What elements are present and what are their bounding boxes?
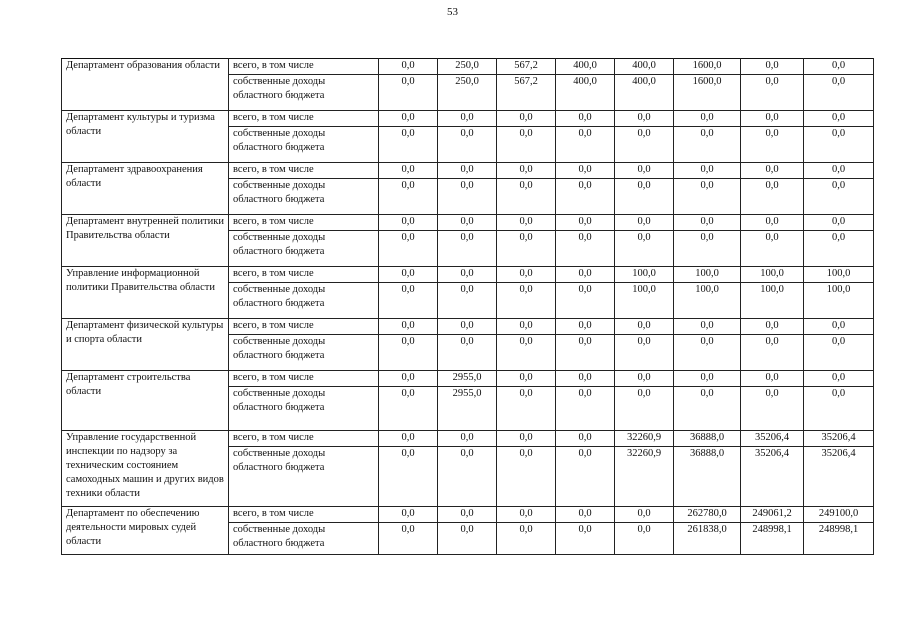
amount-cell: 0,0 [379,231,438,267]
amount-cell: 0,0 [804,215,874,231]
amount-cell: 0,0 [379,447,438,507]
amount-cell: 0,0 [438,111,497,127]
amount-cell: 0,0 [615,163,674,179]
amount-cell: 0,0 [379,267,438,283]
funding-type: всего, в том числе [229,163,379,179]
amount-cell: 0,0 [615,127,674,163]
amount-cell: 0,0 [674,163,741,179]
amount-cell: 0,0 [497,447,556,507]
funding-type: всего, в том числе [229,267,379,283]
department-name: Управление информационной политики Правительства области [62,267,229,319]
amount-cell: 0,0 [804,319,874,335]
amount-cell: 35206,4 [741,431,804,447]
amount-cell: 0,0 [438,215,497,231]
amount-cell: 0,0 [438,283,497,319]
amount-cell: 0,0 [497,163,556,179]
amount-cell: 100,0 [674,283,741,319]
amount-cell: 100,0 [615,267,674,283]
amount-cell: 567,2 [497,75,556,111]
amount-cell: 0,0 [497,335,556,371]
department-name: Департамент физической культуры и спорта области [62,319,229,371]
amount-cell: 32260,9 [615,431,674,447]
budget-table [61,58,874,555]
table-row [62,507,874,523]
amount-cell: 0,0 [497,215,556,231]
amount-cell: 0,0 [556,231,615,267]
amount-cell: 262780,0 [674,507,741,523]
table-row [62,319,874,335]
department-name: Департамент внутренней политики Правительства области [62,215,229,267]
amount-cell: 0,0 [615,215,674,231]
table-row [62,111,874,127]
amount-cell: 400,0 [615,75,674,111]
amount-cell: 250,0 [438,59,497,75]
amount-cell: 0,0 [497,267,556,283]
amount-cell: 100,0 [804,283,874,319]
department-name: Управление государственной инспекции по надзору за техническим состоянием самоходных машин и других видов техники области [62,431,229,507]
amount-cell: 0,0 [804,111,874,127]
amount-cell: 0,0 [674,179,741,215]
amount-cell: 0,0 [438,267,497,283]
amount-cell: 0,0 [438,163,497,179]
table-row [62,59,874,75]
amount-cell: 0,0 [741,179,804,215]
funding-type: собственные доходы областного бюджета [229,75,379,111]
funding-type: собственные доходы областного бюджета [229,523,379,555]
funding-type: всего, в том числе [229,59,379,75]
amount-cell: 0,0 [556,431,615,447]
amount-cell: 0,0 [556,319,615,335]
amount-cell: 0,0 [615,319,674,335]
amount-cell: 0,0 [379,127,438,163]
amount-cell: 0,0 [497,507,556,523]
amount-cell: 400,0 [556,75,615,111]
amount-cell: 0,0 [556,163,615,179]
table-row [62,215,874,231]
amount-cell: 0,0 [379,507,438,523]
amount-cell: 0,0 [379,59,438,75]
funding-type: всего, в том числе [229,319,379,335]
amount-cell: 400,0 [556,59,615,75]
page-number: 53 [447,6,458,18]
table-row [62,163,874,179]
table-row [62,371,874,387]
amount-cell: 0,0 [438,523,497,555]
amount-cell: 0,0 [804,127,874,163]
department-name: Департамент образования области [62,59,229,111]
amount-cell: 0,0 [615,335,674,371]
amount-cell: 0,0 [615,179,674,215]
amount-cell: 0,0 [497,371,556,387]
amount-cell: 0,0 [556,335,615,371]
amount-cell: 0,0 [741,163,804,179]
amount-cell: 0,0 [438,431,497,447]
amount-cell: 0,0 [556,447,615,507]
amount-cell: 0,0 [438,335,497,371]
amount-cell: 0,0 [674,231,741,267]
amount-cell: 0,0 [804,231,874,267]
table-body [62,59,874,555]
amount-cell: 0,0 [556,523,615,555]
amount-cell: 249061,2 [741,507,804,523]
department-name: Департамент культуры и туризма области [62,111,229,163]
amount-cell: 0,0 [556,179,615,215]
amount-cell: 0,0 [615,507,674,523]
funding-type: всего, в том числе [229,431,379,447]
funding-type: всего, в том числе [229,215,379,231]
amount-cell: 0,0 [741,335,804,371]
amount-cell: 0,0 [674,215,741,231]
amount-cell: 0,0 [379,335,438,371]
amount-cell: 100,0 [615,283,674,319]
table-row [62,267,874,283]
amount-cell: 0,0 [804,75,874,111]
funding-type: собственные доходы областного бюджета [229,447,379,507]
amount-cell: 36888,0 [674,447,741,507]
funding-type: всего, в том числе [229,111,379,127]
amount-cell: 36888,0 [674,431,741,447]
amount-cell: 0,0 [556,215,615,231]
amount-cell: 0,0 [379,523,438,555]
amount-cell: 0,0 [556,371,615,387]
table-row [62,431,874,447]
amount-cell: 567,2 [497,59,556,75]
amount-cell: 0,0 [556,283,615,319]
funding-type: собственные доходы областного бюджета [229,335,379,371]
amount-cell: 32260,9 [615,447,674,507]
amount-cell: 100,0 [741,267,804,283]
amount-cell: 0,0 [674,319,741,335]
amount-cell: 0,0 [379,319,438,335]
amount-cell: 0,0 [438,447,497,507]
amount-cell: 0,0 [615,387,674,431]
amount-cell: 0,0 [741,111,804,127]
amount-cell: 400,0 [615,59,674,75]
amount-cell: 0,0 [556,111,615,127]
amount-cell: 261838,0 [674,523,741,555]
amount-cell: 248998,1 [804,523,874,555]
amount-cell: 0,0 [804,371,874,387]
department-name: Департамент строительства области [62,371,229,431]
amount-cell: 0,0 [497,431,556,447]
funding-type: собственные доходы областного бюджета [229,179,379,215]
amount-cell: 0,0 [615,371,674,387]
amount-cell: 0,0 [615,111,674,127]
amount-cell: 0,0 [497,523,556,555]
funding-type: всего, в том числе [229,371,379,387]
amount-cell: 0,0 [741,231,804,267]
amount-cell: 0,0 [804,387,874,431]
amount-cell: 0,0 [615,231,674,267]
amount-cell: 0,0 [741,319,804,335]
amount-cell: 0,0 [438,127,497,163]
funding-type: собственные доходы областного бюджета [229,387,379,431]
amount-cell: 100,0 [804,267,874,283]
amount-cell: 0,0 [379,163,438,179]
amount-cell: 0,0 [497,283,556,319]
amount-cell: 0,0 [438,507,497,523]
amount-cell: 0,0 [438,231,497,267]
amount-cell: 249100,0 [804,507,874,523]
amount-cell: 0,0 [741,387,804,431]
amount-cell: 0,0 [379,387,438,431]
amount-cell: 0,0 [556,127,615,163]
amount-cell: 0,0 [741,371,804,387]
amount-cell: 0,0 [741,127,804,163]
amount-cell: 0,0 [615,523,674,555]
amount-cell: 0,0 [804,163,874,179]
funding-type: собственные доходы областного бюджета [229,127,379,163]
amount-cell: 0,0 [556,507,615,523]
amount-cell: 0,0 [379,179,438,215]
amount-cell: 0,0 [438,179,497,215]
amount-cell: 35206,4 [804,431,874,447]
amount-cell: 250,0 [438,75,497,111]
amount-cell: 0,0 [674,127,741,163]
amount-cell: 0,0 [804,335,874,371]
funding-type: собственные доходы областного бюджета [229,231,379,267]
amount-cell: 0,0 [497,231,556,267]
amount-cell: 100,0 [674,267,741,283]
amount-cell: 0,0 [379,111,438,127]
amount-cell: 0,0 [497,179,556,215]
amount-cell: 248998,1 [741,523,804,555]
amount-cell: 0,0 [379,215,438,231]
amount-cell: 0,0 [741,75,804,111]
amount-cell: 0,0 [741,215,804,231]
amount-cell: 1600,0 [674,59,741,75]
amount-cell: 2955,0 [438,371,497,387]
amount-cell: 100,0 [741,283,804,319]
amount-cell: 0,0 [741,59,804,75]
amount-cell: 1600,0 [674,75,741,111]
amount-cell: 0,0 [674,111,741,127]
amount-cell: 0,0 [497,127,556,163]
amount-cell: 0,0 [674,371,741,387]
amount-cell: 0,0 [379,283,438,319]
amount-cell: 0,0 [556,267,615,283]
amount-cell: 0,0 [674,387,741,431]
amount-cell: 0,0 [497,387,556,431]
amount-cell: 0,0 [379,75,438,111]
amount-cell: 0,0 [497,319,556,335]
funding-type: собственные доходы областного бюджета [229,283,379,319]
amount-cell: 35206,4 [804,447,874,507]
amount-cell: 0,0 [804,179,874,215]
department-name: Департамент здравоохранения области [62,163,229,215]
amount-cell: 2955,0 [438,387,497,431]
amount-cell: 0,0 [804,59,874,75]
amount-cell: 0,0 [556,387,615,431]
amount-cell: 0,0 [497,111,556,127]
funding-type: всего, в том числе [229,507,379,523]
amount-cell: 0,0 [379,371,438,387]
amount-cell: 0,0 [379,431,438,447]
department-name: Департамент по обеспечению деятельности мировых судей области [62,507,229,555]
amount-cell: 0,0 [438,319,497,335]
amount-cell: 35206,4 [741,447,804,507]
amount-cell: 0,0 [674,335,741,371]
